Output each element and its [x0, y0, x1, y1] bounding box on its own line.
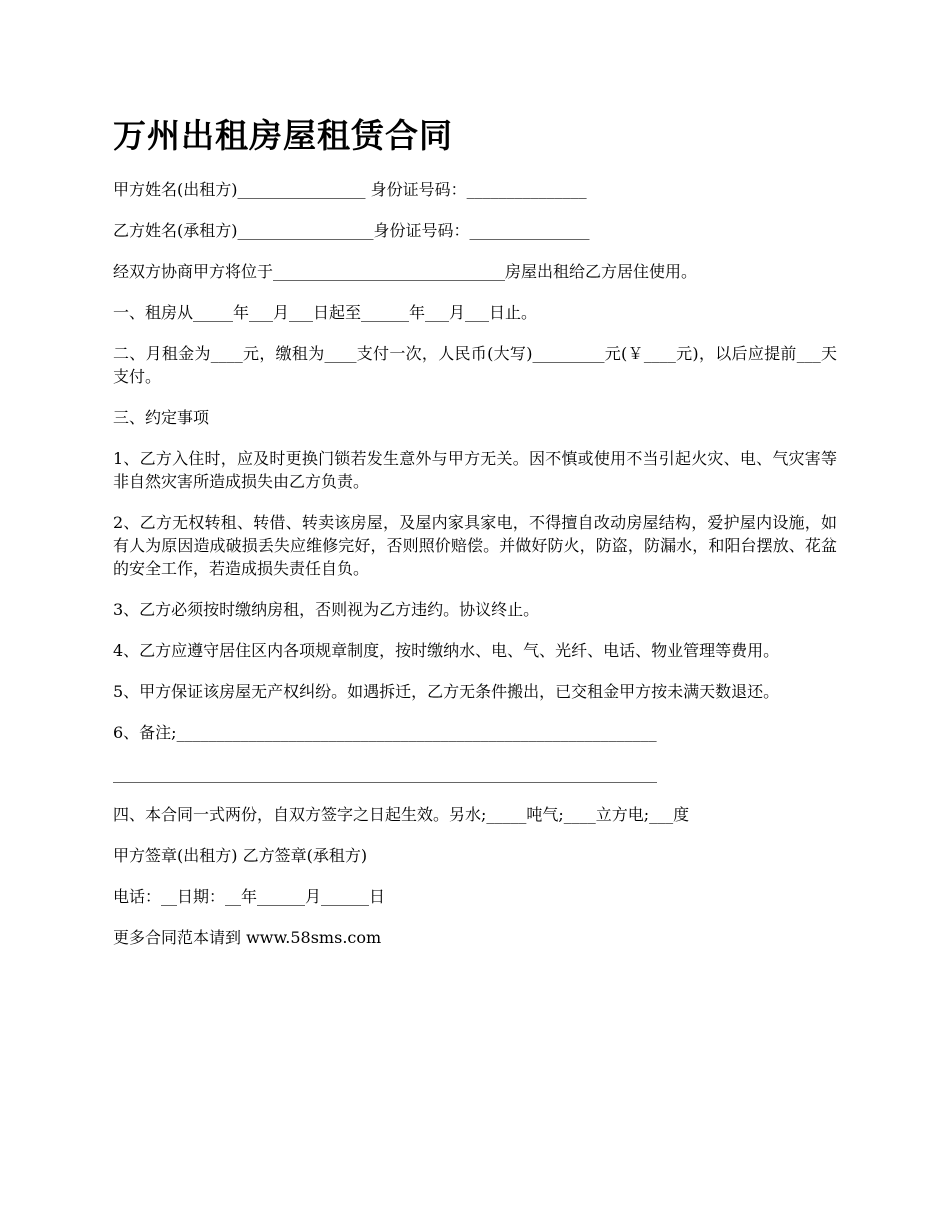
footer-note: 更多合同范本请到 www.58sms.com — [113, 928, 382, 947]
document-page — [113, 112, 837, 967]
validity-clause: 四、本合同一式两份，自双方签字之日起生效。另水;_____吨气;____立方电;___度 — [113, 805, 690, 824]
party-b-line: 乙方姓名(承租方)_________________身份证号码：_______________ — [113, 221, 590, 240]
agreed-item-4: 4、乙方应遵守居住区内各项规章制度，按时缴纳水、电、气、光纤、电话、物业管理等费用。 — [113, 641, 780, 660]
agreed-item-3: 3、乙方必须按时缴纳房租，否则视为乙方违约。协议终止。 — [113, 600, 540, 619]
property-location-line: 经双方协商甲方将位于_____________________________房屋出租给乙方居住使用。 — [113, 262, 698, 281]
document-title: 万州出租房屋租赁合同 — [113, 116, 453, 155]
party-a-line: 甲方姓名(出租方)________________ 身份证号码：_______________ — [113, 180, 587, 199]
rent-payment-clause: 二、月租金为____元，缴租为____支付一次，人民币(大写)_________元(￥____元)，以后应提前___天支付。 — [113, 344, 837, 386]
signature-line: 甲方签章(出租方) 乙方签章(承租方) — [113, 846, 368, 865]
rental-period-clause: 一、租房从_____年___月___日起至______年___月___日止。 — [113, 303, 538, 322]
remarks-line: 6、备注;____________________________________________________________ — [113, 723, 657, 742]
agreed-item-5: 5、甲方保证该房屋无产权纠纷。如遇拆迁，乙方无条件搬出，已交租金甲方按未满天数退还。 — [113, 682, 780, 701]
agreed-item-1: 1、乙方入住时，应及时更换门锁若发生意外与甲方无关。因不慎或使用不当引起火灾、电、气灾害等非自然灾害所造成损失由乙方负责。 — [113, 449, 837, 491]
phone-date-line: 电话：__日期：__年______月______日 — [113, 887, 386, 906]
remarks-continuation-line: ____________________________________________________________________ — [113, 764, 657, 783]
agreed-matters-heading: 三、约定事项 — [113, 408, 210, 427]
agreed-item-2: 2、乙方无权转租、转借、转卖该房屋，及屋内家具家电，不得擅自改动房屋结构，爱护屋内设施，如有人为原因造成破损丢失应维修完好，否则照价赔偿。并做好防火，防盗，防漏水，和阳台摆放、花盆的安全工作，若造成损失责任自负。 — [113, 513, 837, 578]
